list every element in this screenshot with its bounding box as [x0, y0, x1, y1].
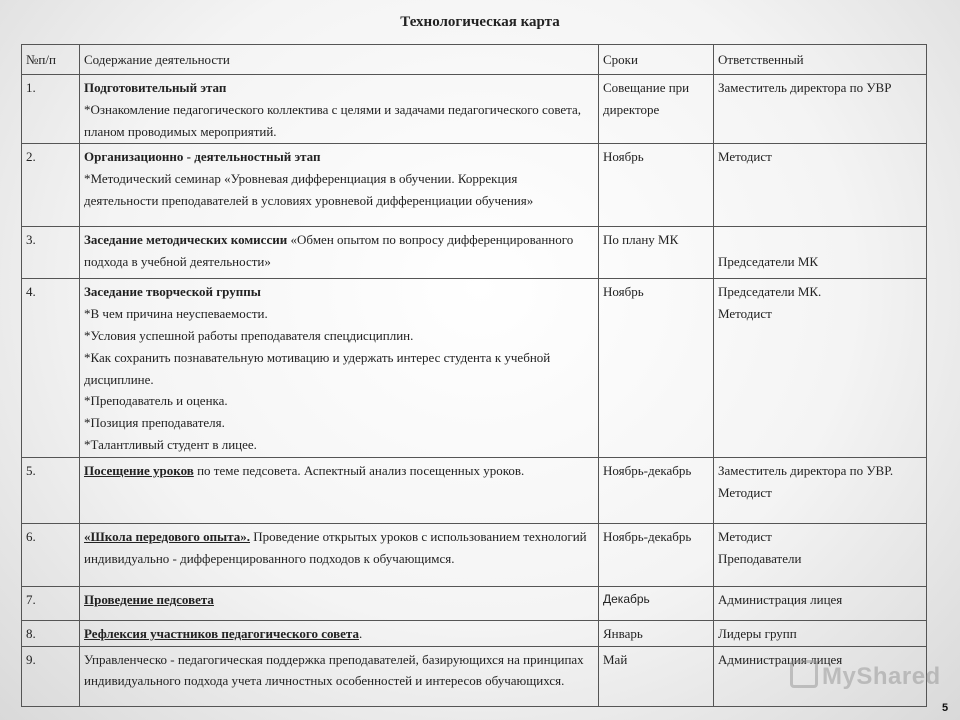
table-row — [22, 457, 927, 523]
content-heading: «Школа передового опыта». — [84, 528, 251, 544]
responsible-line — [718, 229, 922, 251]
content-text: *В чем причина неуспеваемости. — [84, 306, 268, 322]
watermark-icon — [790, 660, 818, 688]
responsible-line: Методист — [718, 149, 772, 165]
row-responsible — [714, 620, 927, 646]
responsible-line: Заместитель директора по УВР. — [718, 462, 894, 478]
row-terms: Совещание при директоре — [599, 75, 714, 144]
header-content: Содержание деятельности — [80, 45, 599, 75]
row-number: 1. — [22, 75, 80, 144]
content-heading: Рефлексия участников педагогического совета — [84, 625, 359, 641]
responsible-line: Методист — [718, 484, 772, 500]
content-paragraph — [84, 649, 594, 693]
responsible-line: Методист — [718, 306, 772, 322]
content-paragraph — [84, 347, 594, 391]
table-row — [22, 227, 927, 279]
header-num: №п/п — [22, 45, 80, 75]
content-heading: Организационно - деятельностный этап — [84, 149, 321, 165]
content-paragraph — [84, 412, 594, 434]
watermark-logo — [790, 660, 941, 691]
table-row — [22, 144, 927, 227]
row-number: 5. — [22, 457, 80, 523]
table-row — [22, 279, 927, 457]
row-number: 6. — [22, 523, 80, 586]
responsible-line: Преподаватели — [718, 550, 802, 566]
row-number: 9. — [22, 646, 80, 706]
row-responsible — [714, 144, 927, 227]
content-text: *Преподаватель и оценка. — [84, 393, 228, 409]
table-row — [22, 523, 927, 586]
content-paragraph — [84, 460, 594, 482]
content-text: *Методический семинар «Уровневая дифференциация в обучении. Коррекция деятельности преподавателей в условиях уровневой дифференциации обучения» — [84, 171, 534, 208]
row-content — [80, 227, 599, 279]
content-text: *Условия успешной работы преподавателя спецдисциплин. — [84, 327, 414, 343]
content-text: Проведение открытых уроков с использованием технологий индивидуально - дифференцированного подходов к обучающимся. — [84, 528, 587, 566]
row-terms: Ноябрь — [599, 144, 714, 227]
row-content — [80, 279, 599, 457]
row-responsible — [714, 75, 927, 144]
responsible-line: Администрация лицея — [718, 591, 843, 607]
row-number: 7. — [22, 586, 80, 620]
row-responsible — [714, 227, 927, 279]
row-terms: Декабрь — [599, 586, 714, 620]
row-terms: Ноябрь-декабрь — [599, 457, 714, 523]
content-paragraph — [84, 146, 594, 168]
table-row — [22, 75, 927, 144]
content-text: *Талантливый студент в лицее. — [84, 436, 257, 452]
row-number: 8. — [22, 620, 80, 646]
row-content — [80, 523, 599, 586]
content-paragraph — [84, 168, 594, 212]
row-content — [80, 75, 599, 144]
page-number: 5 — [942, 702, 949, 714]
content-paragraph — [84, 623, 594, 645]
row-responsible — [714, 523, 927, 586]
row-content — [80, 457, 599, 523]
table-header-row — [22, 45, 927, 75]
content-paragraph — [84, 526, 594, 570]
responsible-line: Председатели МК — [718, 254, 819, 270]
content-paragraph — [84, 390, 594, 412]
row-content — [80, 620, 599, 646]
header-responsible: Ответственный — [714, 45, 927, 75]
content-text: Управленческо - педагогическая поддержка преподавателей, базирующихся на принципах индивидуального подхода учета личностных особенностей и интересов обучающихся. — [84, 651, 584, 689]
row-number: 4. — [22, 279, 80, 457]
content-text: . — [358, 625, 363, 641]
content-text: по теме педсовета. Аспектный анализ посещенных уроков. — [193, 462, 525, 478]
row-terms: Ноябрь-декабрь — [599, 523, 714, 586]
table-row — [22, 586, 927, 620]
content-heading: Заседание творческой группы — [84, 284, 261, 300]
technology-map-table — [21, 44, 927, 707]
content-paragraph — [84, 325, 594, 347]
content-text: «Обмен опытом по вопросу дифференцированного подхода в учебной деятельности» — [84, 232, 574, 270]
responsible-line: Лидеры групп — [718, 625, 797, 641]
content-text: *Позиция преподавателя. — [84, 415, 225, 431]
table-row — [22, 620, 927, 646]
row-content — [80, 144, 599, 227]
content-text: *Как сохранить познавательную мотивацию и удержать интерес студента к учебной дисциплине. — [84, 349, 551, 387]
content-text: *Ознакомление педагогического коллектива с целями и задачами педагогического совета, планом проводимых мероприятий. — [84, 101, 582, 139]
content-paragraph — [84, 303, 594, 325]
content-heading: Заседание методических комиссии — [84, 232, 288, 248]
content-paragraph — [84, 281, 594, 303]
content-paragraph — [84, 99, 594, 143]
table-body — [22, 75, 927, 707]
header-terms: Сроки — [599, 45, 714, 75]
responsible-line: Председатели МК. — [718, 284, 822, 300]
row-terms: Май — [599, 646, 714, 706]
content-paragraph — [84, 589, 594, 611]
row-terms: Январь — [599, 620, 714, 646]
row-terms: Ноябрь — [599, 279, 714, 457]
watermark-text: MyShared — [822, 663, 941, 690]
content-heading: Посещение уроков — [84, 462, 194, 478]
page-title: Технологическая карта — [400, 14, 560, 30]
row-responsible — [714, 586, 927, 620]
content-paragraph — [84, 434, 594, 456]
row-content — [80, 646, 599, 706]
content-heading: Проведение педсовета — [84, 591, 214, 607]
row-number: 3. — [22, 227, 80, 279]
content-paragraph — [84, 229, 594, 273]
row-terms: По плану МК — [599, 227, 714, 279]
responsible-line: Заместитель директора по УВР — [718, 80, 892, 95]
row-number: 2. — [22, 144, 80, 227]
content-heading: Подготовительный этап — [84, 80, 227, 95]
responsible-line: Методист — [718, 528, 772, 544]
content-paragraph — [84, 77, 594, 99]
row-responsible — [714, 279, 927, 457]
responsible-line: Администрация лицея — [718, 651, 843, 667]
row-responsible — [714, 457, 927, 523]
row-content — [80, 586, 599, 620]
